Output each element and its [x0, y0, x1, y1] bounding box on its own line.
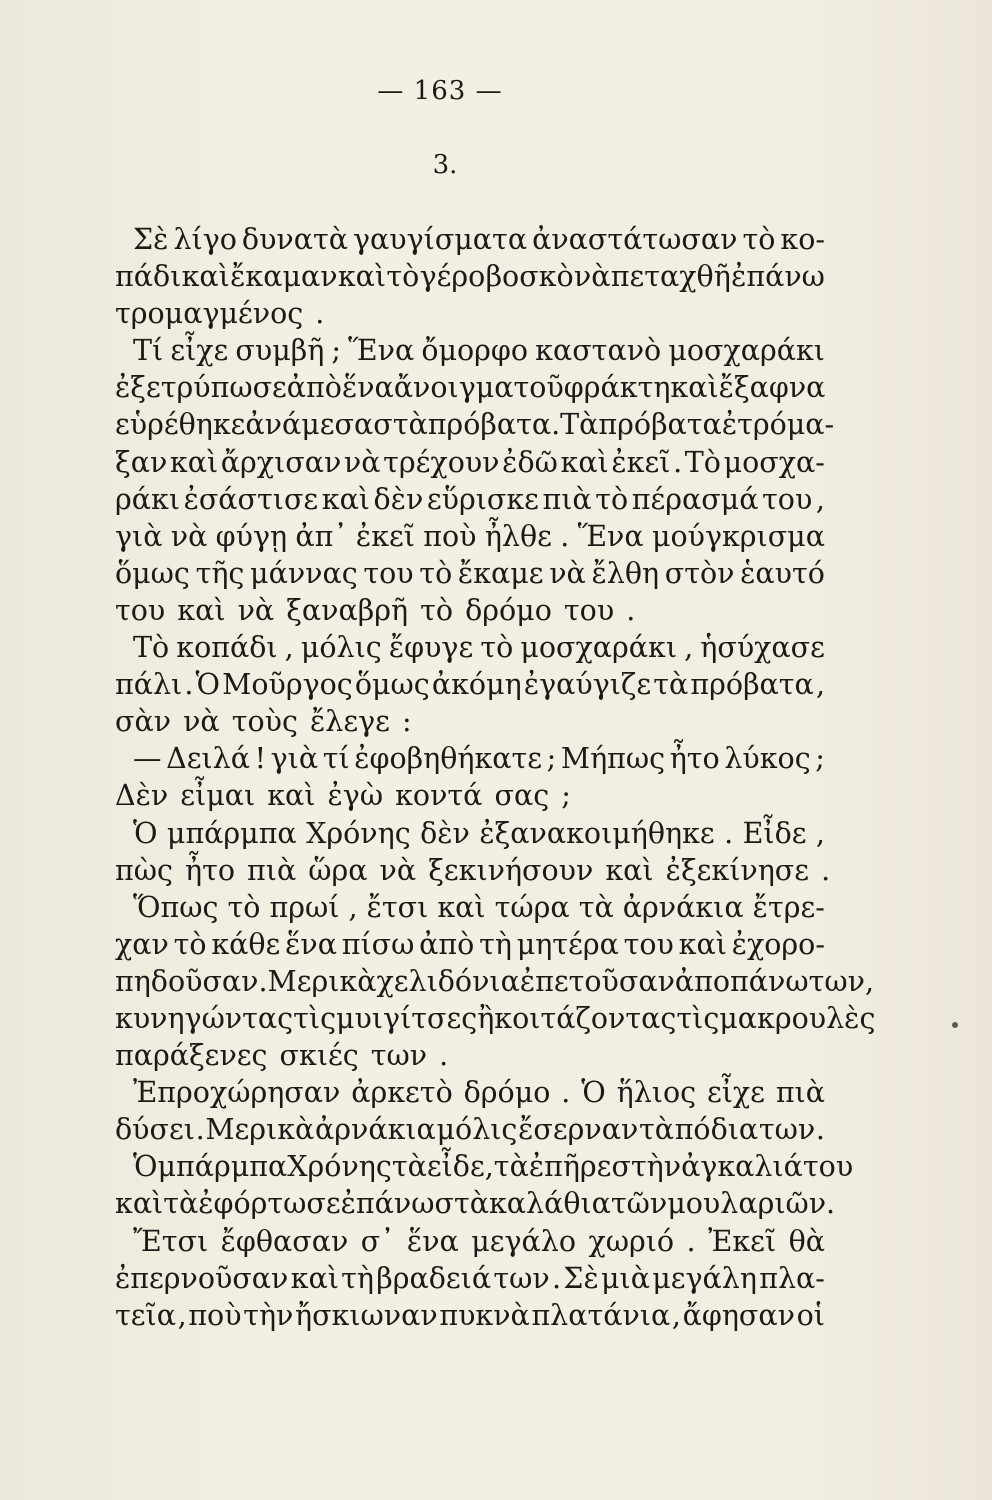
word: κο- [780, 223, 825, 256]
word: εἶδε, [426, 1150, 494, 1184]
word: μούγκρισμα [651, 519, 825, 553]
word: ἀπ᾽ [295, 519, 348, 553]
word: Ἔτσι [133, 1224, 209, 1258]
word: τί [322, 742, 350, 776]
word: — [133, 742, 162, 776]
word: ἕνα [406, 1224, 459, 1258]
text-line [115, 815, 825, 852]
word: πίσω [341, 927, 415, 961]
text-line [115, 369, 825, 406]
word: ὅμως [354, 668, 430, 702]
word: μουλαριῶν. [667, 1187, 836, 1221]
word: νὰ [170, 519, 208, 553]
word: ἀγκαλιά [681, 1150, 803, 1184]
text-line [115, 258, 825, 295]
word: Μοῦργος [222, 668, 353, 702]
word: δύσει [115, 1113, 195, 1147]
word: καὶ [678, 927, 727, 961]
word: τὸ [386, 260, 420, 294]
word: ἐκεῖ [611, 445, 671, 479]
word: . [258, 964, 268, 998]
word: βραδειά [376, 1261, 492, 1295]
word: Μήπως [560, 742, 666, 776]
word: , [684, 631, 694, 665]
word: ἐκεῖ [355, 519, 415, 553]
word: στὰ [373, 408, 428, 442]
text-line [115, 332, 825, 369]
word: ἔφθασαν [220, 1224, 349, 1258]
word: τὴν [243, 1298, 294, 1332]
word: καστανὸ [535, 334, 662, 368]
word: ; [331, 334, 342, 368]
word: πρόβατα [598, 408, 722, 442]
word: ἡσύχασε [700, 631, 825, 665]
word: ἔτρε- [752, 890, 825, 924]
word: Τὸ [133, 631, 170, 665]
page-number: — 163 — [377, 76, 503, 106]
text-line [115, 1111, 825, 1148]
word: ἔξαφνα [718, 371, 826, 405]
word: ἀπὸ [286, 371, 342, 405]
word: χαν [115, 927, 169, 961]
word: οἱ [796, 1298, 825, 1332]
word: Δειλά [166, 742, 250, 776]
word: ἕνα [341, 371, 394, 405]
word: ποὺ [423, 519, 477, 553]
word: πόδια [674, 1113, 759, 1147]
word: Τί [133, 334, 164, 368]
word: ἔκαμε [457, 556, 544, 590]
word: ἦλθε [484, 519, 552, 553]
word: μοσχα- [723, 445, 825, 479]
word: τὰ [391, 1150, 427, 1184]
word: τοῦ [513, 371, 564, 405]
word: πρόβατα [690, 668, 814, 702]
word: πάδι [115, 260, 182, 294]
word: φύγῃ [215, 519, 288, 553]
word: στὰ [434, 1187, 489, 1221]
word: δυνατὰ [241, 223, 348, 256]
word: ἄνοιγμα [393, 371, 514, 405]
word: τὴ [341, 1261, 374, 1295]
word: θὰ [788, 1224, 825, 1258]
word: χωριό [588, 1224, 675, 1258]
word: τὶς [676, 1001, 720, 1035]
word: ! [254, 742, 267, 776]
word: ἔφυγε [388, 631, 474, 665]
text-line [115, 1000, 876, 1037]
word: γιὰ [115, 519, 163, 553]
word: ράκι [115, 482, 180, 516]
word: ἀκόμη [431, 668, 522, 702]
word: γιὰ [270, 742, 319, 776]
word: γέρο [419, 260, 486, 294]
word: ἄφησαν [682, 1298, 795, 1332]
word: των [758, 1113, 816, 1147]
word: καὶ [321, 482, 370, 516]
word: μάννας [250, 556, 358, 590]
word: Σὲ [133, 223, 169, 256]
word: ἀρνάκια [315, 1113, 436, 1147]
text-line [115, 926, 825, 963]
word: ἀποπάνω [674, 964, 809, 998]
text-line [115, 1148, 854, 1185]
word: τὸ [595, 482, 629, 516]
word: σ᾽ [360, 1224, 395, 1258]
word: εἶχε [706, 1076, 765, 1110]
word: Μερικὰ [267, 964, 377, 998]
word: , [864, 964, 874, 998]
word: καὶ [169, 445, 219, 479]
word: πιὰ [775, 1076, 825, 1110]
word: ἐξετρύπωσε [115, 371, 287, 405]
word: Ἕνα [577, 519, 644, 553]
word: ἐγαύγιζε [523, 668, 652, 702]
text-line [115, 1185, 836, 1222]
text-line [115, 481, 825, 518]
word: ὅμως [115, 556, 190, 590]
word: ἀνάμεσα [245, 408, 374, 442]
word: Εἶδε [742, 816, 807, 850]
text-line [115, 666, 825, 703]
ink-speck [952, 1022, 958, 1028]
word: του [762, 482, 813, 516]
word: πεταχθῆ [610, 260, 731, 294]
word: τὰ [163, 1187, 199, 1221]
word: . [184, 668, 194, 702]
word: ἀπὸ [419, 927, 475, 961]
word: , [815, 668, 825, 702]
word: στὴν [611, 1150, 682, 1184]
word: τὸ [480, 631, 514, 665]
word: μπάρμπα [166, 816, 297, 850]
word: του [363, 556, 414, 590]
word: μοσχαράκι [668, 334, 825, 368]
word: πέρασμά [631, 482, 759, 516]
word: τὸ [742, 223, 776, 256]
word: φράκτη [563, 371, 671, 405]
word: καὶ [290, 1261, 339, 1295]
body-text [115, 221, 876, 1334]
word: Ἐπροχώρησαν [133, 1076, 341, 1110]
text-line: τρομαγμένος . [115, 297, 325, 331]
word: Μερικὰ [205, 1113, 315, 1147]
text-line: παράξενες σκιές των . [115, 1039, 449, 1073]
word: Σὲ [563, 1261, 599, 1295]
word: ἢ [477, 1001, 495, 1035]
word: εὑρέθηκε [115, 408, 246, 442]
word: τὰ [653, 668, 689, 702]
word: λύκος [724, 742, 811, 776]
word: γαυγίσματα [353, 223, 528, 256]
word: πρόβατα [427, 408, 552, 442]
word: . [551, 1261, 562, 1295]
word: πιὰ [542, 482, 592, 516]
text-line [115, 444, 825, 481]
word: ἥλιος [616, 1076, 697, 1110]
word: ἤσκιωναν [295, 1298, 438, 1332]
text-line [115, 518, 825, 555]
word: νὰ [573, 260, 611, 294]
text-line [115, 1223, 825, 1260]
word: των [808, 964, 865, 998]
word: μόλις [300, 631, 382, 665]
word: δὲν [420, 816, 470, 850]
word: νὰ [549, 556, 586, 590]
text-line [115, 1260, 825, 1297]
word: , [177, 1298, 187, 1332]
word: καὶ [115, 1187, 164, 1221]
word: συμβῆ [235, 334, 325, 368]
text-line [115, 889, 825, 926]
word: ἐδῶ [502, 445, 558, 479]
word: Ὁ [133, 1150, 158, 1184]
word: τὸ [419, 556, 453, 590]
word: τώρα [494, 890, 570, 924]
word: Τὸ [684, 445, 721, 479]
word: Ὁ [133, 816, 158, 850]
word: μακρουλὲς [719, 1001, 876, 1035]
word: λίγο [173, 223, 237, 256]
word: ἐπῆρε [528, 1150, 612, 1184]
word: Ὁ [195, 668, 221, 702]
word: πάλι [115, 668, 183, 702]
word: βοσκὸ [485, 260, 574, 294]
word: του [623, 927, 674, 961]
word: , [671, 1298, 681, 1332]
word: ἐτρόμα- [721, 408, 835, 442]
word: ἐφόρτωσε [198, 1187, 341, 1221]
word: . [560, 519, 570, 553]
word: ἔτσι [366, 890, 429, 924]
word: ; [815, 742, 825, 776]
word: μπάρμπα [157, 1150, 288, 1184]
word: . [673, 445, 683, 479]
word: του [802, 1150, 854, 1184]
word: μυιγίτσες [336, 1001, 478, 1035]
word: Χρόνης [306, 816, 411, 850]
text-line: Δὲν εἶμαι καὶ ἐγὼ κοντά σας ; [115, 779, 571, 813]
word: ἐφοβηθήκατε [354, 742, 543, 776]
word: τὴ [479, 927, 512, 961]
word: , [284, 631, 294, 665]
word: ; [546, 742, 557, 776]
word: . [815, 1113, 825, 1147]
word: , [815, 816, 825, 850]
word: ἑαυτό [740, 556, 825, 590]
text-line [115, 221, 825, 258]
word: καλάθια [488, 1187, 611, 1221]
word: εὕρισκε [426, 482, 539, 516]
text-line [115, 1297, 825, 1334]
word: . [724, 816, 734, 850]
word: ἀρκετὸ [351, 1076, 453, 1110]
word: μεγάλο [471, 1224, 577, 1258]
text-line [115, 629, 825, 666]
word: Ὅπως [133, 890, 219, 924]
word: καὶ [670, 371, 719, 405]
word: Ἐκεῖ [708, 1224, 777, 1258]
word: πηδοῦσαν [115, 964, 259, 998]
word: ἀρνάκια [622, 890, 744, 924]
word: στὸν [664, 556, 735, 590]
word: ἔλθη [591, 556, 660, 590]
text-line [115, 555, 825, 592]
word: τῶν [610, 1187, 668, 1221]
word: τρέχουν [383, 445, 500, 479]
word: ἕνα [285, 927, 337, 961]
word: πλα- [759, 1261, 825, 1295]
word: τὰ [638, 1113, 674, 1147]
word: μεγάλη [652, 1261, 757, 1295]
text-line: πὼς ἦτο πιὰ ὥρα νὰ ξεκινήσουν καὶ ἐξεκίνησε . [115, 853, 831, 887]
word: Χρόνης [287, 1150, 392, 1184]
word: . [561, 1076, 571, 1110]
word: κυνηγώντας [115, 1001, 294, 1035]
word: κοπάδι [176, 631, 278, 665]
word: ἄρχισαν [220, 445, 342, 479]
text-line: του καὶ νὰ ξαναβρῆ τὸ δρόμο του . [115, 593, 636, 627]
word: κοιτάζοντας [494, 1001, 677, 1035]
word: ἐπάνω [340, 1187, 435, 1221]
word: ἔκαμαν [230, 260, 338, 294]
word: καὶ [560, 445, 609, 479]
word: μόλις [436, 1113, 518, 1147]
word: καὶ [181, 260, 230, 294]
word: τὰ [578, 890, 614, 924]
word: ποὺ [188, 1298, 242, 1332]
word: μιὰ [601, 1261, 650, 1295]
word: πυκνὰ [439, 1298, 530, 1332]
word: τὸ [227, 890, 261, 924]
word: νὰ [343, 445, 381, 479]
word: ὄμορφο [421, 334, 529, 368]
word: καὶ [337, 260, 387, 294]
word: τῆς [195, 556, 245, 590]
word: , [815, 482, 825, 516]
word: τεῖα [115, 1298, 176, 1332]
word: τὰ [493, 1150, 529, 1184]
word: ἐσάστισε [183, 482, 319, 516]
section-number: 3. [432, 150, 458, 180]
text-line [115, 963, 874, 1000]
word: χελιδόνια [376, 964, 520, 998]
word: ἀναστάτωσαν [532, 223, 738, 256]
word: καὶ [437, 890, 486, 924]
word: Τὰ [560, 408, 599, 442]
text-line [115, 406, 835, 443]
text-line [115, 740, 825, 777]
word: ἐπετοῦσαν [519, 964, 675, 998]
word: Ὁ [581, 1076, 606, 1110]
word: . [195, 1113, 205, 1147]
word: , [348, 890, 358, 924]
word: . [551, 408, 561, 442]
word: πρωί [269, 890, 340, 924]
word: μητέρα [516, 927, 619, 961]
word: ἦτο [669, 742, 720, 776]
text-line: σὰν νὰ τοὺς ἔλεγε : [115, 705, 412, 739]
word: τὸ [173, 927, 207, 961]
word: ξαν [115, 445, 168, 479]
word: ἐχορο- [731, 927, 825, 961]
word: εἶχε [170, 334, 229, 368]
text-line [115, 1074, 825, 1111]
word: ἐπερνοῦσαν [115, 1261, 289, 1295]
word: των [493, 1261, 550, 1295]
word: πλατάνια [531, 1298, 671, 1332]
word: . [686, 1224, 696, 1258]
word: τὶς [293, 1001, 337, 1035]
word: ἐξανακοιμήθηκε [479, 816, 715, 850]
word: ἐπάνω [731, 260, 825, 294]
word: Ἕνα [348, 334, 415, 368]
word: μοσχαράκι [520, 631, 678, 665]
word: δὲν [373, 482, 424, 516]
word: κάθε [211, 927, 281, 961]
word: δρόμο [463, 1076, 551, 1110]
word: ἔσερναν [518, 1113, 639, 1147]
